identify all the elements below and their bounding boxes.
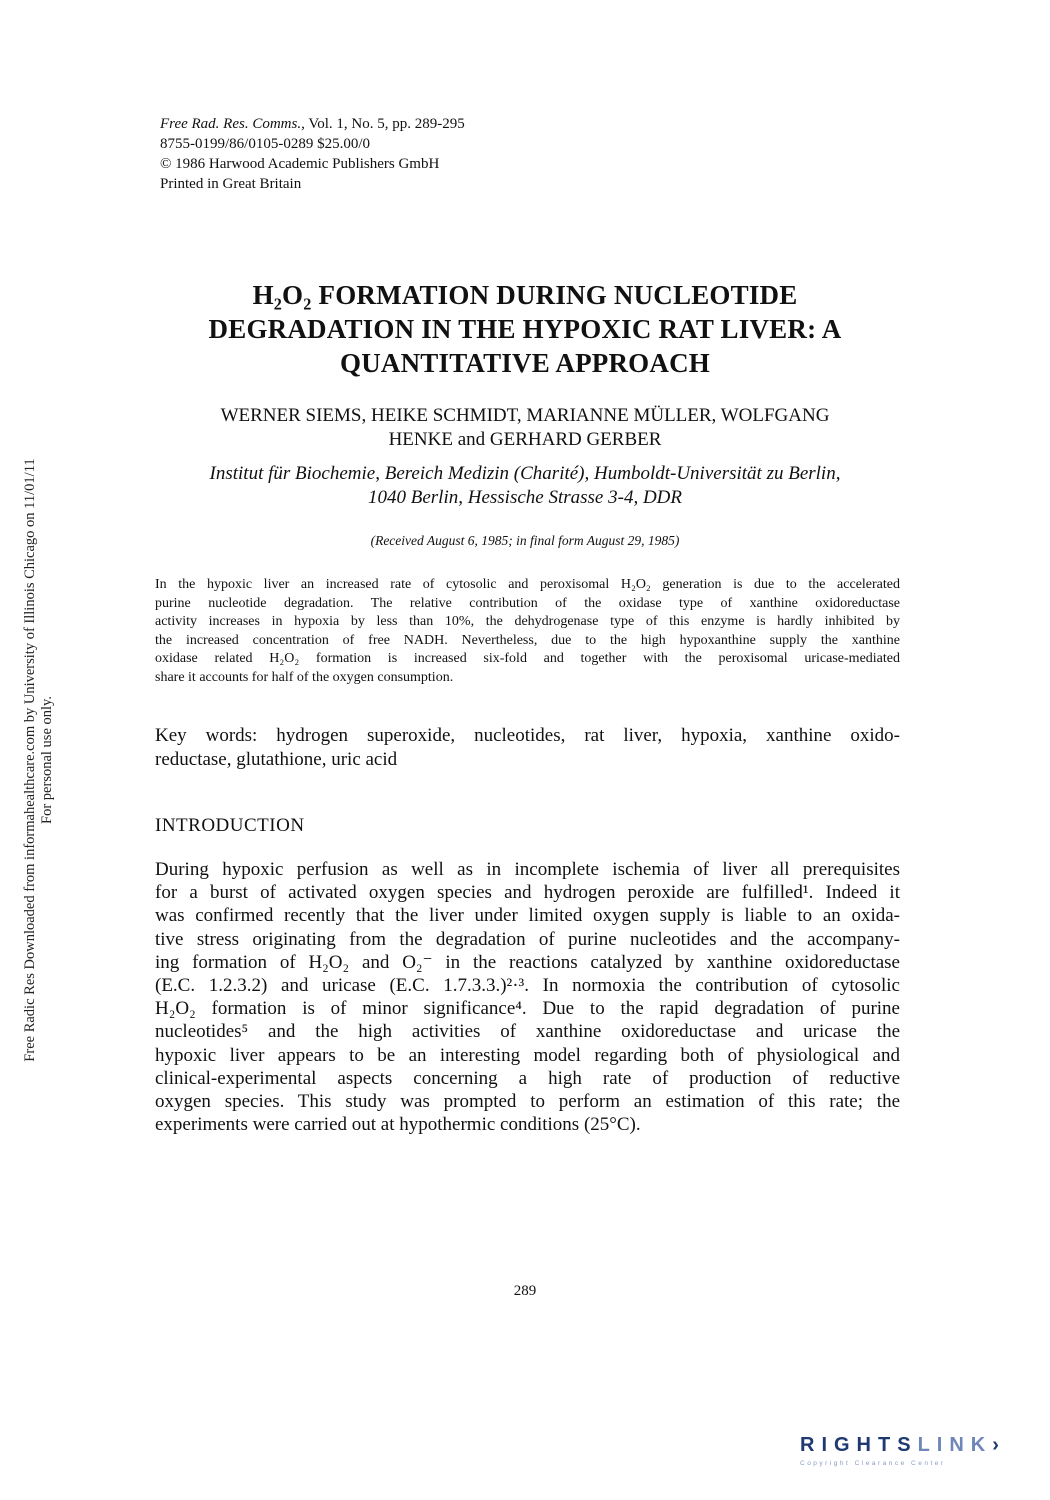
abstract-line: In the hypoxic liver an increased rate of cytosolic and peroxisomal H₂O₂ generation is due to the accelerated (155, 577, 900, 592)
paragraph-line: oxygen species. This study was prompted to perform an estimation of this rate; the (155, 1091, 900, 1113)
abstract-line: share it accounts for half of the oxygen consumption. (155, 669, 454, 685)
rightslink-logo[interactable] (800, 1434, 1030, 1474)
paragraph-line: was confirmed recently that the liver under limited oxygen supply is liable to an oxida- (155, 905, 900, 927)
title-line-1: H₂O₂ FORMATION DURING NUCLEOTIDE (252, 280, 798, 310)
paragraph-line: nucleotides⁵ and the high activities of xanthine oxidoreductase and uricase the (155, 1021, 900, 1043)
abstract-line: activity increases in hypoxia by less than 10%, the dehydrogenase type of this enzyme is hardly inhibited by (155, 614, 900, 629)
citation-line (160, 114, 465, 134)
watermark-line-2: For personal use only. (39, 696, 55, 824)
paragraph-line: tive stress originating from the degradation of purine nucleotides and the accompany- (155, 928, 900, 950)
paragraph-line: (E.C. 1.2.3.2) and uricase (E.C. 1.7.3.3.)²·³. In normoxia the contribution of cytosolic (155, 975, 900, 997)
watermark-line-1: Free Radic Res Downloaded from informahealthcare.com by University of Illinois Chicago on 11/01/11 (22, 458, 38, 1062)
keywords-line: Key words: hydrogen superoxide, nucleotides, rat liver, hypoxia, xanthine oxido- (155, 725, 900, 746)
paragraph-line: clinical-experimental aspects concerning a high rate of production of reductive (155, 1067, 900, 1089)
copyright: © 1986 Harwood Academic Publishers GmbH (160, 156, 440, 172)
paper-title (130, 278, 920, 380)
paragraph-line: hypoxic liver appears to be an interesting model regarding both of physiological and (155, 1044, 900, 1066)
authors-line-2: HENKE and GERHARD GERBER (388, 429, 662, 450)
title-line-2: DEGRADATION IN THE HYPOXIC RAT LIVER: A (208, 314, 842, 344)
logo-wordmark (800, 1434, 1006, 1457)
keywords-line: reductase, glutathione, uric acid (155, 749, 398, 770)
logo-mark-icon: › (992, 1434, 1006, 1456)
paragraph-line: ing formation of H₂O₂ and O₂⁻ in the reactions catalyzed by xanthine oxidoreductase (155, 951, 900, 973)
journal-name: Free Rad. Res. Comms., (160, 116, 305, 132)
logo-link: LINK (917, 1434, 993, 1456)
affiliation-line-1: Institut für Biochemie, Bereich Medizin (Charité), Humboldt-Universität zu Berlin, (209, 463, 841, 484)
abstract-line: oxidase related H₂O₂ formation is increased six-fold and together with the peroxisomal uricase-mediated (155, 651, 900, 666)
keywords (155, 724, 900, 772)
paragraph-line: experiments were carried out at hypothermic conditions (25°C). (155, 1114, 641, 1136)
paragraph-line: for a burst of activated oxygen species and hydrogen peroxide are fulfilled¹. Indeed it (155, 882, 900, 904)
introduction-text (155, 858, 900, 1136)
received-dates: (Received August 6, 1985; in final form August 29, 1985) (370, 533, 680, 548)
section-heading-introduction: INTRODUCTION (155, 815, 305, 836)
logo-subtitle: Copyright Clearance Center (800, 1460, 946, 1467)
affiliation-line-2: 1040 Berlin, Hessische Strasse 3-4, DDR (368, 487, 682, 508)
printed-in: Printed in Great Britain (160, 176, 302, 192)
logo-rights: RIGHTS (800, 1434, 918, 1456)
issn: 8755-0199/86/0105-0289 $25.00/0 (160, 136, 370, 152)
abstract-line: purine nucleotide degradation. The relative contribution of the oxidase type of xanthine oxidoreductase (155, 595, 900, 611)
title-line-3: QUANTITATIVE APPROACH (340, 348, 710, 378)
paragraph-line: During hypoxic perfusion as well as in incomplete ischemia of liver all prerequisites (155, 859, 900, 880)
abstract-line: the increased concentration of free NADH. Nevertheless, due to the high hypoxanthine supply the xanthine (155, 632, 900, 648)
download-watermark (0, 400, 55, 1120)
citation: Vol. 1, No. 5, pp. 289-295 (304, 116, 465, 132)
author-list (130, 404, 920, 452)
abstract (155, 576, 900, 687)
journal-header (160, 114, 465, 194)
paragraph-line: H₂O₂ formation is of minor significance⁴. Due to the rapid degradation of purine (155, 998, 900, 1020)
authors-line-1: WERNER SIEMS, HEIKE SCHMIDT, MARIANNE MÜLLER, WOLFGANG (220, 405, 830, 426)
page-number: 289 (513, 1283, 537, 1299)
affiliation (130, 462, 920, 510)
